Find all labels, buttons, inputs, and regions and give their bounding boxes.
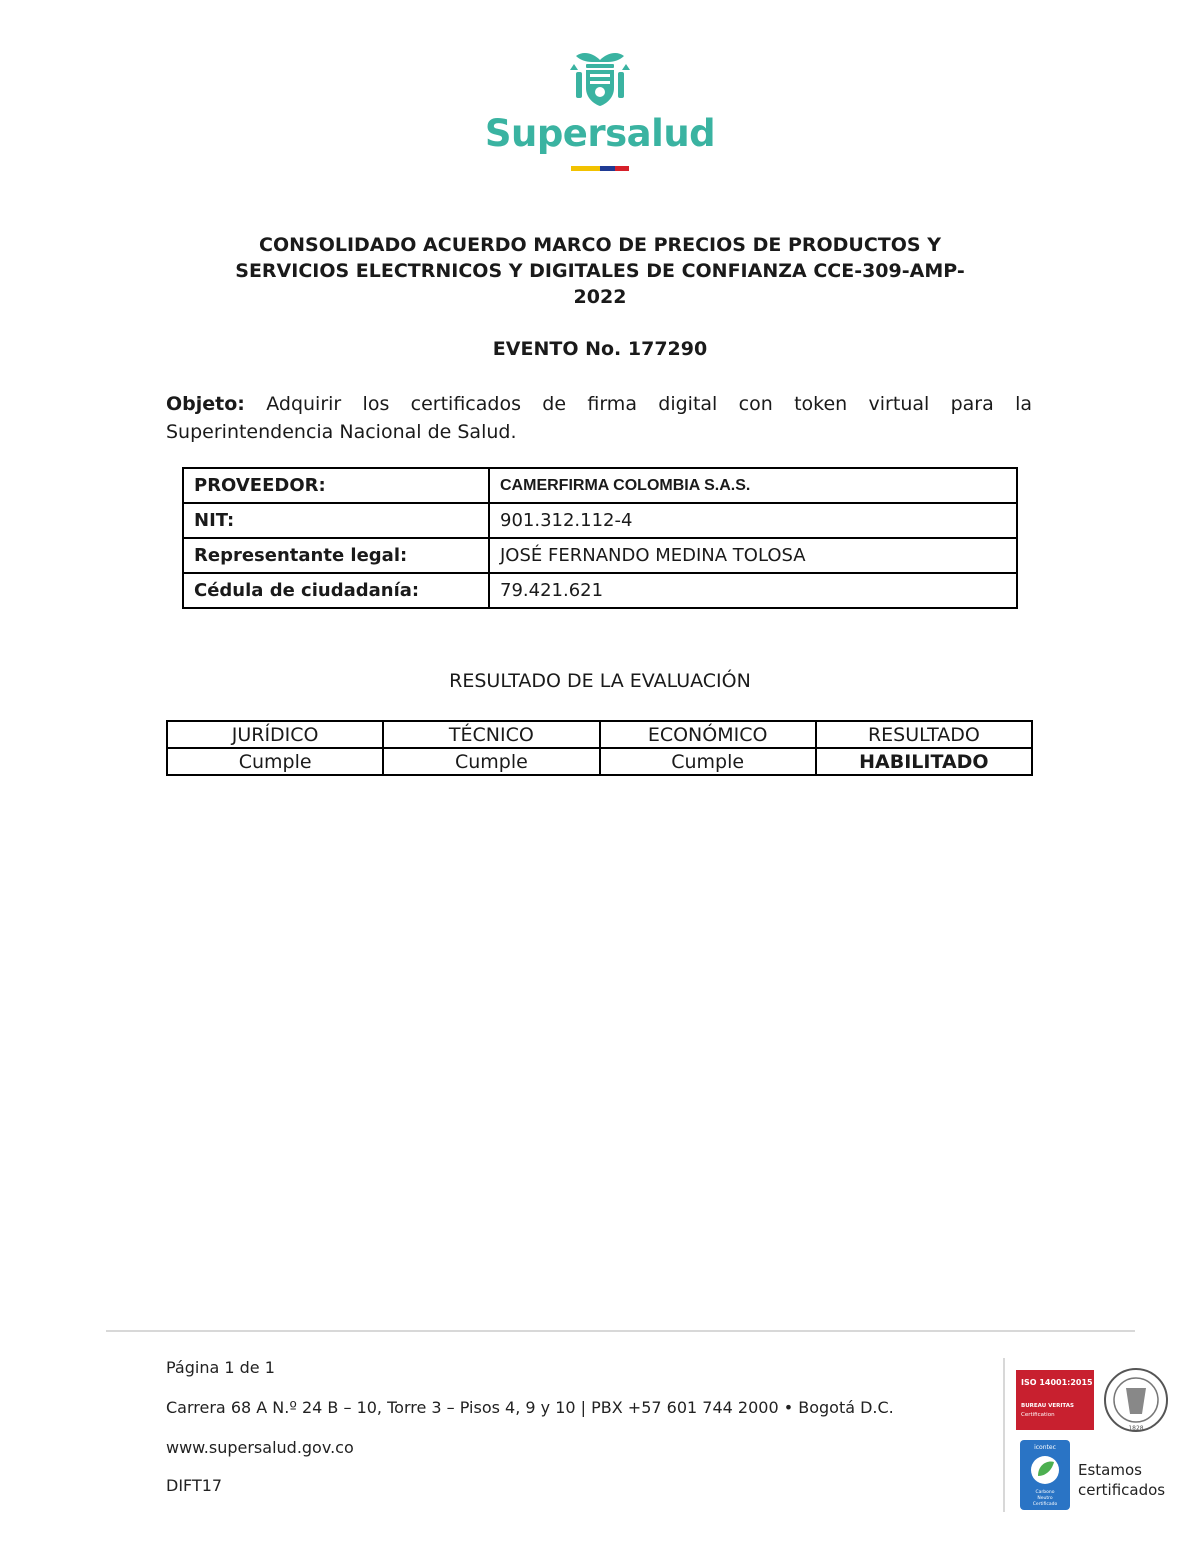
nit-value: 901.312.112-4 <box>489 503 1017 538</box>
objeto-label: Objeto: <box>166 393 245 415</box>
value-tecnico: Cumple <box>383 748 599 775</box>
bureau-veritas-badge <box>1016 1366 1172 1438</box>
brand-name: Supersalud <box>484 112 716 155</box>
table-header-row <box>167 721 1032 748</box>
footer-divider <box>106 1330 1135 1332</box>
footer-website[interactable]: www.supersalud.gov.co <box>166 1438 354 1457</box>
header-tecnico: TÉCNICO <box>383 721 599 748</box>
header-economico: ECONÓMICO <box>600 721 816 748</box>
value-economico: Cumple <box>600 748 816 775</box>
logo-block <box>0 48 1200 171</box>
title-line-1: CONSOLIDADO ACUERDO MARCO DE PRECIOS DE PRODUCTOS Y <box>259 234 941 256</box>
table-row <box>167 748 1032 775</box>
footer-vertical-divider <box>1003 1358 1005 1512</box>
cert-year-text: 1828 <box>1128 1425 1144 1432</box>
table-row <box>183 573 1017 608</box>
objeto-text: Adquirir los certificados de firma digital con token virtual para la Superintendencia Nacional de Salud. <box>166 393 1032 443</box>
representative-key: Representante legal: <box>183 538 489 573</box>
value-resultado: HABILITADO <box>816 748 1032 775</box>
page-number: Página 1 de 1 <box>166 1358 275 1377</box>
representative-value: JOSÉ FERNANDO MEDINA TOLOSA <box>489 538 1017 573</box>
provider-table <box>182 467 1018 609</box>
icontec-sub3: Certificado <box>1032 1502 1058 1507</box>
provider-key: PROVEEDOR: <box>183 468 489 503</box>
flag-bar <box>571 166 629 171</box>
value-juridico: Cumple <box>167 748 383 775</box>
provider-value: CAMERFIRMA COLOMBIA S.A.S. <box>489 468 1017 503</box>
cert-line-text: Certification <box>1021 1412 1055 1418</box>
footer-code: DIFT17 <box>166 1476 223 1495</box>
flag-blue <box>600 166 615 171</box>
icontec-badge <box>1020 1440 1072 1512</box>
title-line-2: SERVICIOS ELECTRNICOS Y DIGITALES DE CONFIANZA CCE-309-AMP- <box>235 260 965 282</box>
certified-line-2: certificados <box>1078 1481 1166 1499</box>
certified-line-1: Estamos <box>1078 1461 1142 1479</box>
cert-iso-text: ISO 14001:2015 <box>1021 1378 1093 1387</box>
id-value: 79.421.621 <box>489 573 1017 608</box>
table-row <box>183 538 1017 573</box>
objeto-paragraph <box>166 390 1032 446</box>
flag-red <box>615 166 629 171</box>
icontec-sub1: Carbono <box>1035 1490 1055 1495</box>
header-juridico: JURÍDICO <box>167 721 383 748</box>
nit-key: NIT: <box>183 503 489 538</box>
table-row <box>183 503 1017 538</box>
cert-bureau-text: BUREAU VERITAS <box>1021 1403 1074 1409</box>
id-key: Cédula de ciudadanía: <box>183 573 489 608</box>
footer-address: Carrera 68 A N.º 24 B – 10, Torre 3 – Pisos 4, 9 y 10 | PBX +57 601 744 2000 • Bogotá D.C. <box>166 1398 894 1417</box>
document-title <box>160 232 1040 310</box>
title-line-3: 2022 <box>573 286 627 308</box>
header-resultado: RESULTADO <box>816 721 1032 748</box>
flag-yellow <box>571 166 600 171</box>
table-row <box>183 468 1017 503</box>
certified-caption <box>1078 1460 1165 1500</box>
icontec-sub2: Neutro <box>1037 1496 1053 1501</box>
evaluation-table <box>166 720 1033 776</box>
event-number: EVENTO No. 177290 <box>492 338 708 360</box>
icontec-text: icontec <box>1034 1444 1056 1451</box>
evaluation-title: RESULTADO DE LA EVALUACIÓN <box>449 670 751 692</box>
coat-of-arms-icon <box>568 48 632 110</box>
